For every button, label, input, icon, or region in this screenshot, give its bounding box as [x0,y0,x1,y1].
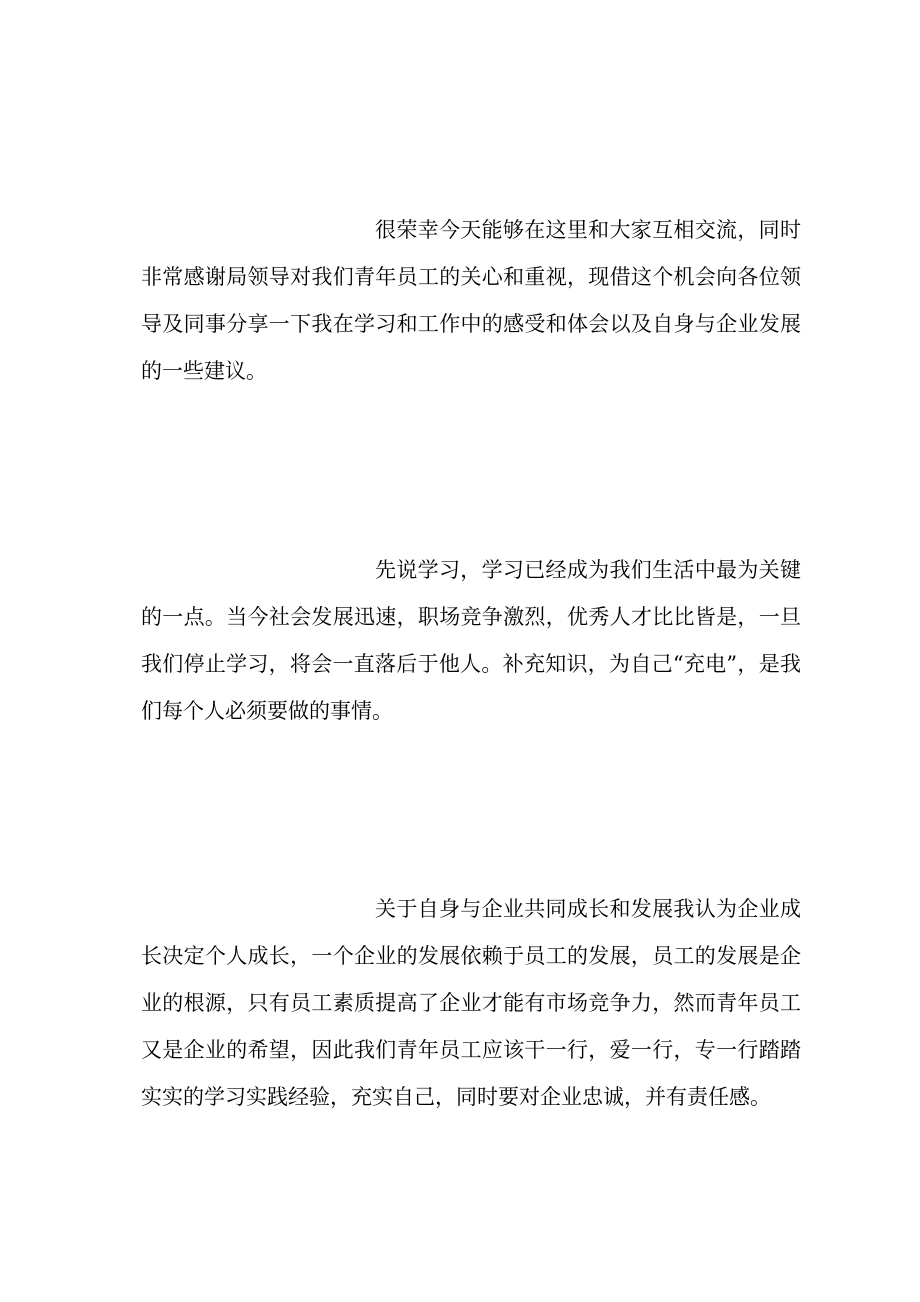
paragraph-learning: 先说学习，学习已经成为我们生活中最为关键的一点。当今社会发展迅速，职场竞争激烈，优秀人才比比皆是，一旦我们停止学习，将会一直落后于他人。补充知识，为自己“充电”，是我们每个人必须要做的事情。 [141,558,801,723]
paragraph-intro: 很荣幸今天能够在这里和大家互相交流，同时非常感谢局领导对我们青年员工的关心和重视，现借这个机会向各位领导及同事分享一下我在学习和工作中的感受和体会以及自身与企业发展的一些建议。 [141,218,801,383]
paragraph-growth: 关于自身与企业共同成长和发展我认为企业成长决定个人成长，一个企业的发展依赖于员工的发展，员工的发展是企业的根源，只有员工素质提高了企业才能有市场竞争力，然而青年员工又是企业的希望，因此我们青年员工应该干一行，爱一行，专一行踏踏实实的学习实践经验，充实自己，同时要对企业忠诚，并有责任感。 [141,897,801,1109]
